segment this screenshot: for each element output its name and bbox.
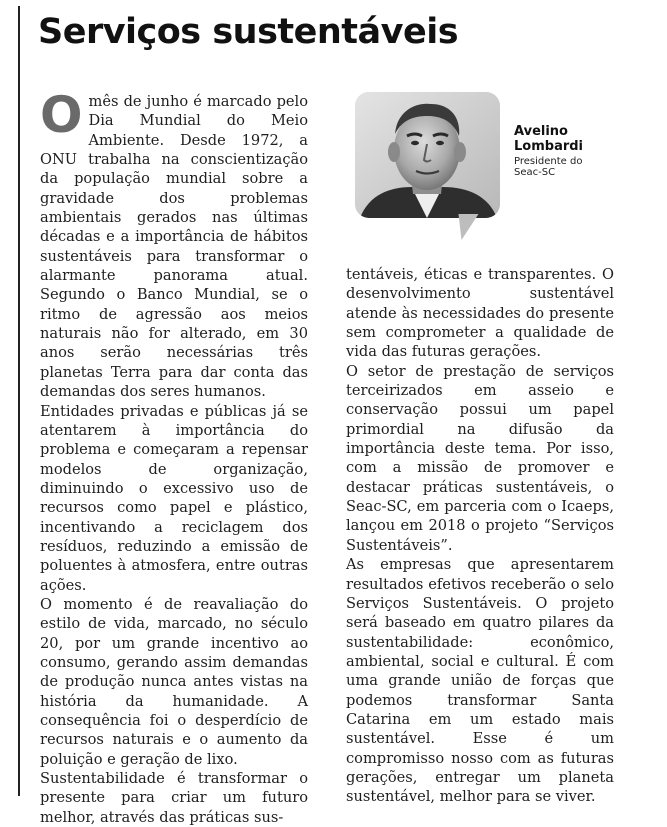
paragraph-text: mês de junho é marcado pelo Dia Mundial do Meio Ambiente. Desde 1972, a ONU trabalha na conscientização da população mundial sobre a gravidade dos problemas ambientais gerados nas últimas décadas e a importância de hábitos sustentáveis para transformar o alarmante panorama atual. Segundo o Banco Mundial, se o ritmo de agressão aos meios naturais não for alterado, em 30 anos serão necessárias três planetas Terra para dar conta das demandas dos seres humanos.: [40, 93, 308, 401]
article-paragraph: As empresas que apresentarem resultados efetivos receberão o selo Serviços Sustentáveis. O projeto será baseado em quatro pilares da sustentabilidade: econômico, ambiental, social e cultural. É com uma grande união de forças que podemos transformar Santa Catarina em um estado mais sustentável. Esse é um compromisso nosso com as futuras gerações, entregar um planeta sustentável, melhor para se viver.: [346, 556, 614, 806]
article-title: Serviços sustentáveis: [38, 12, 459, 52]
article-paragraph: O momento é de reavaliação do estilo de vida, marcado, no século 20, por um grande incentivo ao consumo, gerando assim demandas de produção nunca antes vistas na história da humanidade. A consequência foi o desperdício de recursos naturais e o aumento da poluição e geração de lixo.: [40, 595, 308, 768]
column-rule: [18, 6, 20, 796]
article-paragraph: [40, 86, 308, 402]
article-paragraph: tentáveis, éticas e transparentes. O desenvolvimento sustentável atende às necessidades do presente sem comprometer a qualidade de vida das futuras gerações.: [346, 266, 614, 361]
portrait-image: [355, 92, 500, 218]
author-role-line: Seac-SC: [514, 167, 556, 178]
article-paragraph: Sustentabilidade é transformar o presente para criar um futuro melhor, através das práticas sus-: [40, 770, 308, 826]
article-paragraph: Entidades privadas e públicas já se atentarem à importância do problema e começaram a repensar modelos de organização, diminuindo o excessivo uso de recursos como papel e plástico, incentivando a reciclagem dos resíduos, reduzindo a emissão de poluentes à atmosfera, entre outras ações.: [40, 402, 308, 594]
author-last-name: Lombardi: [514, 139, 584, 154]
article-right-column: [346, 265, 614, 807]
author-name: [514, 124, 604, 154]
author-first-name: Avelino: [514, 124, 568, 139]
author-role-line: Presidente do: [514, 156, 583, 167]
author-role: [514, 156, 604, 178]
article-paragraph: O setor de prestação de serviços terceirizados em asseio e conservação possui um papel primordial na difusão da importância deste tema. Por isso, com a missão de promover e destacar práticas sustentáveis, o Seac-SC, em parceria com o Icaeps, lançou em 2018 o projeto “Serviços Sustentáveis”.: [346, 362, 614, 554]
author-photo: [355, 92, 500, 218]
drop-cap: O: [40, 86, 83, 144]
article-left-column: [40, 86, 308, 827]
